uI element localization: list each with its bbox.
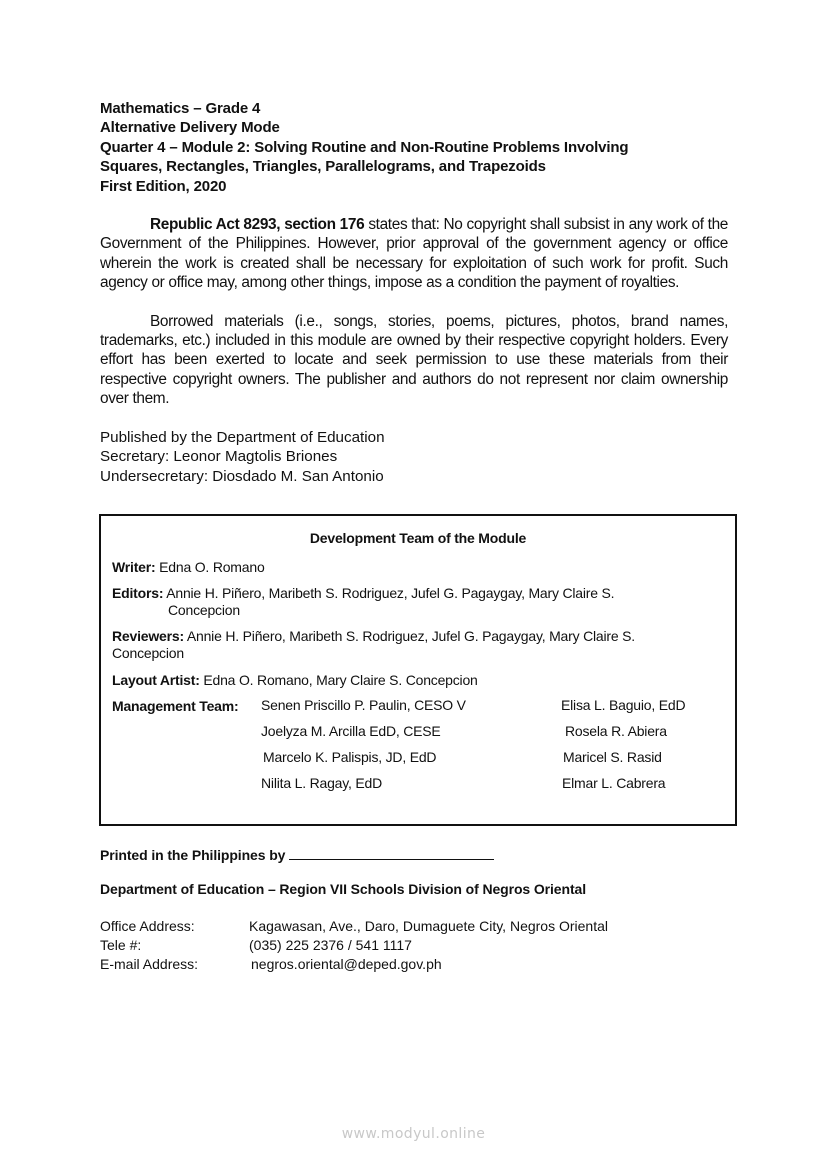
reviewers-continuation: Concepcion	[112, 645, 184, 661]
management-team-label: Management Team:	[112, 698, 239, 714]
edition: First Edition, 2020	[100, 177, 227, 195]
writer-label: Writer:	[112, 559, 156, 575]
development-team-box	[99, 514, 737, 826]
layout-artist-names: Edna O. Romano, Mary Claire S. Concepcion	[199, 672, 478, 688]
document-page	[100, 99, 728, 486]
borrowed-materials-paragraph: Borrowed materials (i.e., songs, stories, poems, pictures, photos, brand names, trademarks, etc.) included in this module are owned by their respective copyright holders. Every effort has been exerted to locate and seek permission to use these materials from their respective copyright owners. The publisher and authors do not represent nor claim ownership over them.	[100, 312, 728, 408]
management-member: Nilita L. Ragay, EdD	[261, 775, 383, 791]
management-member: Elmar L. Cabrera	[562, 775, 666, 791]
telephone-value: (035) 225 2376 / 541 1117	[249, 937, 412, 953]
law-text: states that: No copyright shall subsist in any work of the Government of the Philippines. However, prior approval of the government agency or office wherein the work is created shall be necessary for exploitation of such work for profit. Such agency or office may, among other things, impose as a condition the payment of royalties.	[100, 216, 728, 292]
writer-name: Edna O. Romano	[155, 559, 265, 575]
reviewers-label: Reviewers:	[112, 628, 184, 644]
editors-row	[112, 584, 614, 602]
writer-row	[112, 558, 265, 576]
office-address-label: Office Address:	[100, 918, 195, 934]
email-label: E-mail Address:	[100, 956, 199, 972]
published-by: Published by the Department of Education	[100, 428, 385, 446]
management-member: Marcelo K. Palispis, JD, EdD	[263, 749, 437, 765]
module-subtitle: Squares, Rectangles, Triangles, Parallelograms, and Trapezoids	[100, 158, 546, 176]
publisher-block	[100, 428, 728, 486]
management-team-row	[112, 697, 238, 715]
printer-blank-line	[289, 847, 494, 860]
printed-by-line	[100, 847, 494, 863]
printed-by-label: Printed in the Philippines by	[100, 847, 286, 863]
management-member: Joelyza M. Arcilla EdD, CESE	[261, 723, 441, 739]
copyright-paragraph	[100, 215, 728, 293]
reviewers-names: Annie H. Piñero, Maribeth S. Rodriguez, Jufel G. Pagaygay, Mary Claire S.	[183, 628, 635, 644]
email-value[interactable]: negros.oriental@deped.gov.ph	[251, 956, 442, 972]
editors-label: Editors:	[112, 585, 164, 601]
reviewers-row	[112, 627, 635, 645]
division-office: Department of Education – Region VII Schools Division of Negros Oriental	[100, 881, 586, 897]
management-member: Elisa L. Baguio, EdD	[561, 697, 686, 713]
secretary: Secretary: Leonor Magtolis Briones	[100, 448, 338, 466]
undersecretary: Undersecretary: Diosdado M. San Antonio	[100, 467, 384, 485]
management-member: Rosela R. Abiera	[565, 723, 667, 739]
layout-artist-label: Layout Artist:	[112, 672, 200, 688]
layout-artist-row	[112, 671, 478, 689]
editors-continuation: Concepcion	[168, 602, 240, 618]
module-title: Quarter 4 – Module 2: Solving Routine and Non-Routine Problems Involving	[100, 138, 629, 156]
law-reference: Republic Act 8293, section 176	[150, 216, 365, 234]
editors-names: Annie H. Piñero, Maribeth S. Rodriguez, Jufel G. Pagaygay, Mary Claire S.	[163, 585, 615, 601]
watermark: www.modyul.online	[341, 1126, 486, 1142]
telephone-label: Tele #:	[100, 937, 142, 953]
delivery-mode: Alternative Delivery Mode	[100, 119, 280, 137]
module-title-block	[100, 99, 728, 196]
office-address-value: Kagawasan, Ave., Daro, Dumaguete City, Negros Oriental	[249, 918, 608, 934]
team-title: Development Team of the Module	[309, 530, 527, 546]
management-member: Senen Priscillo P. Paulin, CESO V	[261, 697, 466, 713]
subject-title: Mathematics – Grade 4	[100, 100, 261, 117]
management-member: Maricel S. Rasid	[563, 749, 662, 765]
